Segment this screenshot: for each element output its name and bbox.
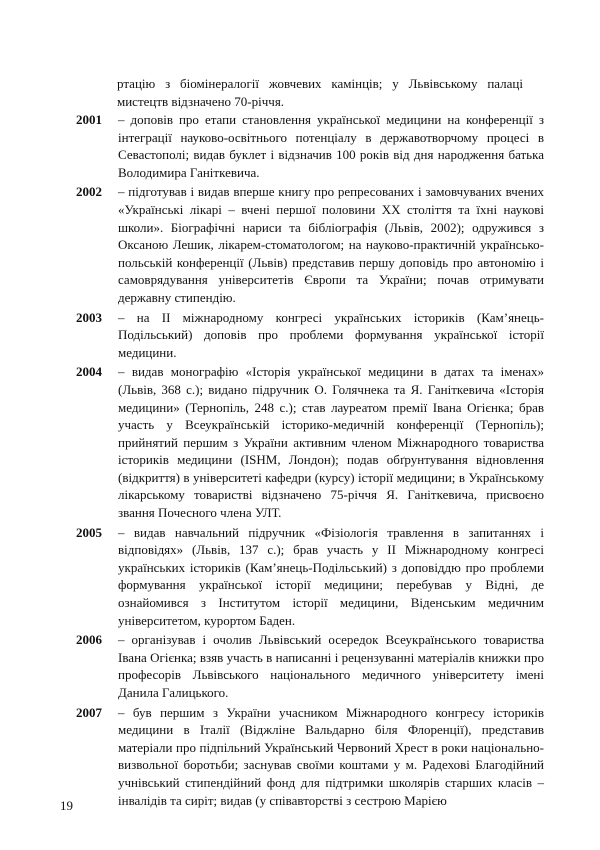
chronology-entry-2007: [76, 704, 544, 810]
entry-year: 2002: [76, 184, 102, 200]
chronology-entry-2005: [76, 524, 544, 630]
chronology-entry-2004: [76, 363, 544, 521]
chronology-entry-2002: [76, 183, 544, 306]
chronology-entry-2006: [76, 631, 544, 701]
entry-text: – був першим з України учасником Міжнародного конгресу істориків медицини в Італії (Віджліне Вальдарно біля Флоренції), представив матеріали про підпільний Український Червоний Хрест в роки національно-визвольної боротьби; заснував своїми коштами у м. Радехові Благодійний учнівський стипендійний фонд для підтримки школярів старших класів – інвалідів та сиріт; видав (у співавторстві з сестрою Марією: [118, 704, 544, 808]
entry-year: 2005: [76, 524, 102, 540]
entry-text: – видав навчальний підручник «Фізіологія травлення в запитаннях і відповідях» (Львів, 137 с.); брав участь у II Міжнародному конгресі українських істориків (Кам’янець-Подільський) з доповіддю про проблеми формування української історії медицини; перебував у Відні, де ознайомився з Інститутом історії медицини, Віденським медичним університетом, курортом Баден.: [118, 524, 544, 628]
entry-year: 2007: [76, 704, 102, 720]
entry-year: 2006: [76, 632, 102, 648]
page-number: 19: [60, 798, 73, 813]
chronology-list: [76, 111, 544, 811]
entry-text: – видав монографію «Історія української медицини в датах та іменах» (Львів, 368 с.); видано підручник О. Голячнека та Я. Ганіткевича «Історія медицини» (Тернопіль, 248 с.); став лауреатом премії Івана Огієнка; брав участь у Всеукраїнській історико-медичній конференції (Тернопіль); прийнятий першим з України активним членом Міжнародного товариства істориків медицини (ISHM, Лондон); подав обґрунтування відновлення (відкриття) в університеті кафедри (курсу) історії медицини; в Українському лікарському товаристві відзначено 75-річчя Я. Ганіткевича, присвоєно звання Почесного члена УЛТ.: [118, 364, 544, 521]
entry-text: – організував і очолив Львівський осередок Всеукраїнського товариства Івана Огієнка; взяв участь в написанні і рецензуванні матеріалів книжки про професорів Львівського національного медичного університету імені Данила Галицького.: [118, 632, 544, 700]
intro-paragraph: ртацію з біомінералогії жовчевих камінців; у Львівському палаці мистецтв відзначено 70-річчя.: [117, 76, 523, 109]
entry-year: 2001: [76, 112, 102, 127]
entry-year: 2004: [76, 364, 102, 380]
entry-year: 2003: [76, 309, 102, 325]
entry-text: – на II міжнародному конгресі українських істориків (Кам’янець-Подільський) доповів про проблеми формування української історії медицини.: [118, 309, 544, 360]
entry-text: – підготував і видав вперше книгу про репресованих і замовчуваних вчених «Українські лікарі – вчені першої половини XX століття та їхні наукові школи». Біографічні нариси та бібліографія (Львів, 2002); одружився з Оксаною Лешик, лікарем-стоматологом; на науково-практичній українсько-польській конференції (Львів) представив першу доповідь про автономію і самоврядування університетів Європи та України; почав отримувати державну стипендію.: [118, 184, 544, 305]
entry-text: – доповів про етапи становлення української медицини на конференції з інтеграції науково-освітнього потенціалу в державотворчому процесі в Севастополі; видав буклет і відзначив 100 років від дня народження батька Володимира Ганіткевича.: [118, 112, 544, 180]
chronology-entry-2001: [76, 111, 544, 181]
chronology-entry-2003: [76, 309, 544, 362]
